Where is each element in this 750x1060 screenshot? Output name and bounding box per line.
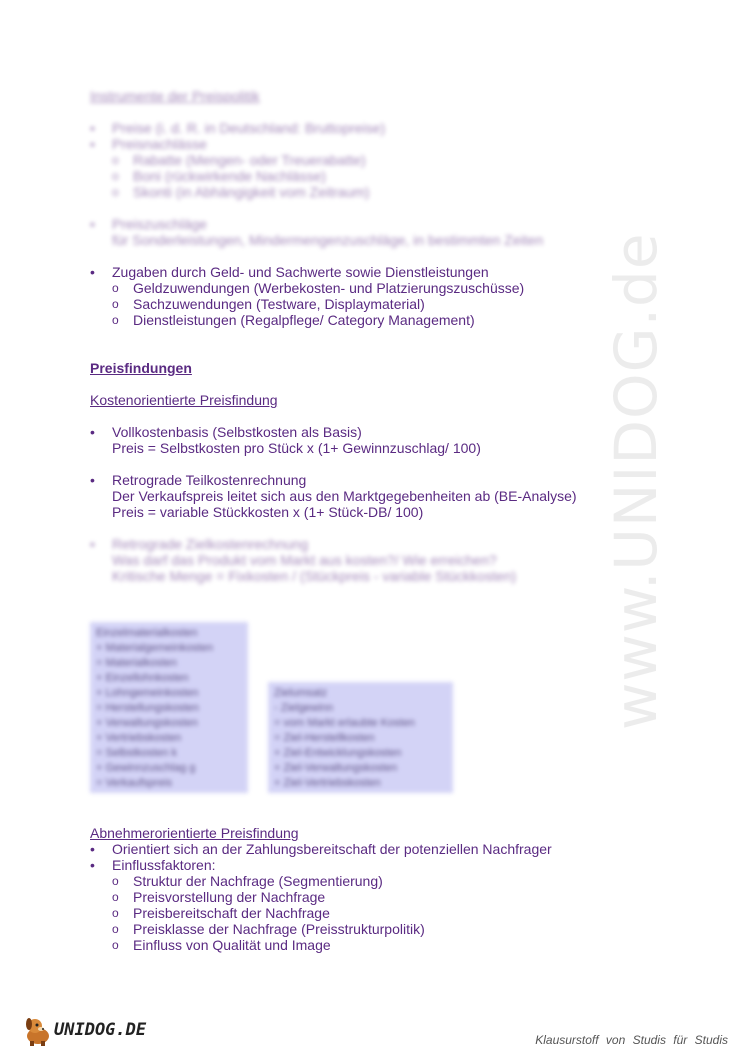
box-line: - Zielgewinn [274, 702, 334, 714]
calculation-box-zielkosten [268, 682, 453, 793]
document-content [90, 88, 690, 584]
sub-list-item: o Rabatte (Mengen- oder Treuerabatte) [112, 152, 690, 168]
box-line: = Ziel-Herstellkosten [274, 732, 375, 744]
sub-list-item: o Sachzuwendungen (Testware, Displaymaterial) [112, 296, 690, 312]
box-line: + Verwaltungskosten [96, 717, 198, 729]
box-line: = vom Markt erlaubte Kosten [274, 717, 415, 729]
box-line: = Verkaufspreis [96, 777, 173, 789]
blurred-section-instruments [90, 88, 690, 248]
sub-list-item: o Preisbereitschaft der Nachfrage [112, 905, 690, 921]
box-line: + Ziel-Vertriebskosten [274, 777, 381, 789]
sub-list-item: o Geldzuwendungen (Werbekosten- und Platzierungszuschüsse) [112, 280, 690, 296]
box-line: Zielumsatz [274, 687, 328, 699]
section-heading-instrumente: Instrumente der Preispolitik [90, 88, 260, 104]
list-item: • Orientiert sich an der Zahlungsbereitschaft der potenziellen Nachfrager [90, 841, 690, 857]
logo-text: UNIDOG.DE [54, 1020, 147, 1040]
box-line: + Vertriebskosten [96, 732, 182, 744]
kosten-list [90, 424, 690, 456]
box-line: = Herstellungskosten [96, 702, 200, 714]
box-line: Einzelmaterialkosten [96, 627, 198, 639]
box-line: + Einzellohnkosten [96, 672, 189, 684]
watermark: www.UNIDOG.de [602, 232, 670, 730]
box-line: = Materialkosten [96, 657, 178, 669]
calculation-box-vollkosten [90, 622, 248, 793]
list-item: • Zugaben durch Geld- und Sachwerte sowie Dienstleistungen o Geldzuwendungen (Werbekosten- und Platzierungszuschüsse) o Sachzuwendungen (Testware, Displaymaterial) o Dienstleistungen (Regalpflege/ Category Management) [90, 264, 690, 328]
section-heading-preisfindungen: Preisfindungen [90, 360, 192, 376]
sub-list-item: o Preisklasse der Nachfrage (Preisstrukturpolitik) [112, 921, 690, 937]
box-line: + Ziel-Verwaltungskosten [274, 762, 398, 774]
sub-list-item: o Struktur der Nachfrage (Segmentierung) [112, 873, 690, 889]
sub-list-item: o Skonti (in Abhängigkeit vom Zeitraum) [112, 184, 690, 200]
sub-list-item: o Einfluss von Qualität und Image [112, 937, 690, 953]
blurred-zielkosten [90, 536, 690, 584]
box-line: + Gewinnzuschlag g [96, 762, 196, 774]
list-item: • Preisnachlässe o Rabatte (Mengen- oder Treuerabatte) o Boni (rückwirkende Nachlässe) o Skonti (in Abhängigkeit vom Zeitraum) [90, 136, 690, 200]
box-line: + Lohngemeinkosten [96, 687, 199, 699]
subheading-kostenorientiert: Kostenorientierte Preisfindung [90, 392, 278, 408]
list-item: • Vollkostenbasis (Selbstkosten als Basis) Preis = Selbstkosten pro Stück x (1+ Gewinnzuschlag/ 100) [90, 424, 690, 456]
dog-icon [22, 1014, 56, 1048]
list-item: • Retrograde Zielkostenrechnung Was darf das Produkt vom Markt aus kosten?/ Wie erreichen? Kritische Menge = Fixkosten / (Stückpreis - variable Stückkosten) [90, 536, 690, 584]
abnehmer-section [90, 825, 690, 953]
sub-list-item: o Boni (rückwirkende Nachlässe) [112, 168, 690, 184]
footer-tagline: Klausurstoff von Studis für Studis [535, 1033, 728, 1047]
sub-list-item: o Preisvorstellung der Nachfrage [112, 889, 690, 905]
list-item: • Einflussfaktoren: o Struktur der Nachfrage (Segmentierung) o Preisvorstellung der Nachfrage o Preisbereitschaft der Nachfrage o Preisklasse der Nachfrage (Preisstrukturpolitik) o Einfluss von Qualität und Image [90, 857, 690, 953]
list-item: • Preiszuschläge für Sonderleistungen, Mindermengenzuschläge, in bestimmten Zeiten [90, 216, 690, 248]
box-line: + Ziel-Entwicklungskosten [274, 747, 402, 759]
sub-list-item: o Dienstleistungen (Regalpflege/ Category Management) [112, 312, 690, 328]
subheading-abnehmerorientiert: Abnehmerorientierte Preisfindung [90, 825, 299, 841]
zugaben-list [90, 264, 690, 328]
unidog-logo [22, 1014, 152, 1050]
list-item: • Retrograde Teilkostenrechnung Der Verkaufspreis leitet sich aus den Marktgegebenheiten ab (BE-Analyse) Preis = variable Stückkosten x (1+ Stück-DB/ 100) [90, 472, 690, 520]
box-line: + Materialgemeinkosten [96, 642, 214, 654]
list-item: • Preise (i. d. R. in Deutschland: Bruttopreise) [90, 120, 690, 136]
box-line: = Selbstkosten k [96, 747, 178, 759]
